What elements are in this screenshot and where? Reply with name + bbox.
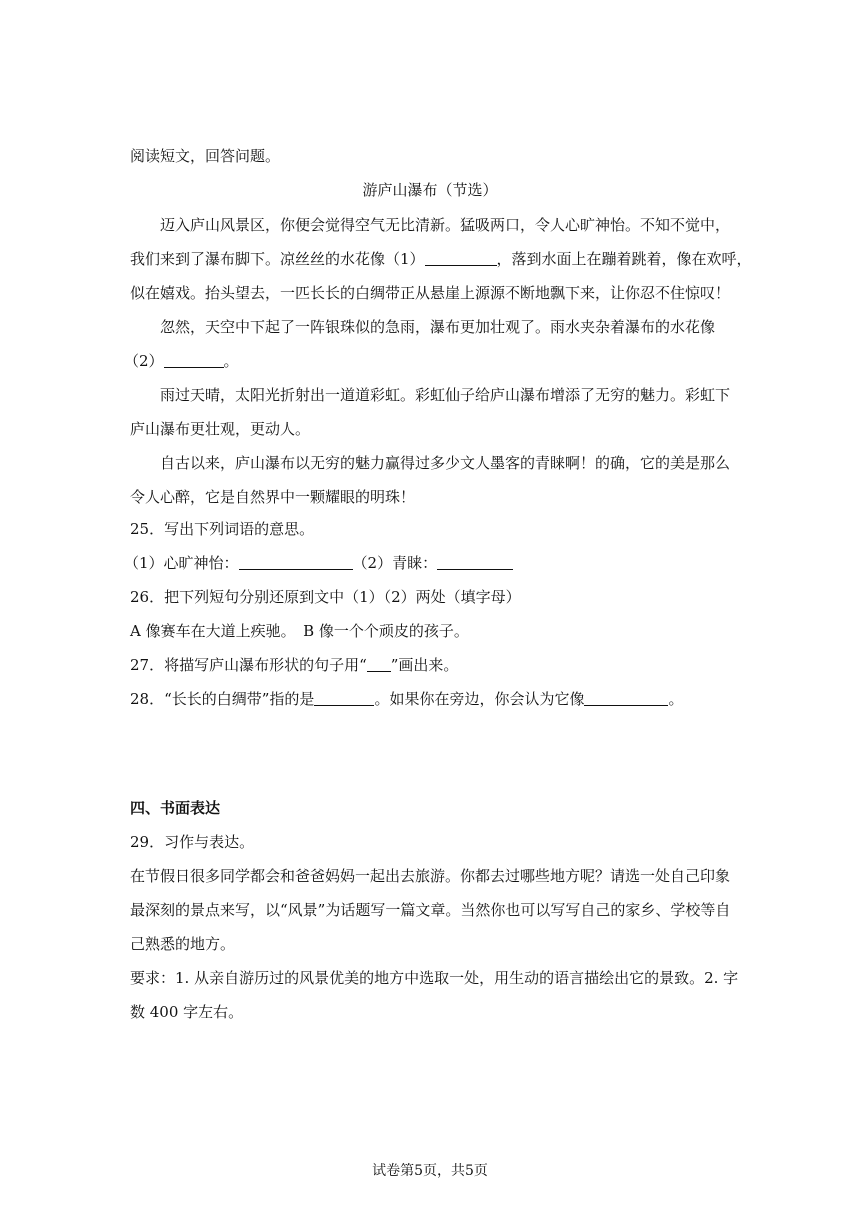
writing-prompt-line2: 最深刻的景点来写，以“风景”为话题写一篇文章。当然你也可以写写自己的家乡、学校等自 xyxy=(130,901,731,919)
instruction-text: 阅读短文，回答问题。 xyxy=(130,147,281,165)
question-29: 29．习作与表达。 xyxy=(130,833,255,851)
passage-p2-line2-start: （2） xyxy=(124,352,164,370)
section-4-heading: 四、书面表达 xyxy=(130,799,221,817)
q27-text-start: 27．将描写庐山瀑布形状的句子用“ xyxy=(130,656,367,674)
q28-blank-1[interactable] xyxy=(314,690,374,706)
passage-p3-line2: 庐山瀑布更壮观，更动人。 xyxy=(130,420,311,438)
writing-prompt-line3: 己熟悉的地方。 xyxy=(130,935,236,953)
q25-item1-label: （1）心旷神怡： xyxy=(124,554,239,572)
blank-1[interactable] xyxy=(425,250,497,266)
question-26: 26．把下列短句分别还原到文中（1）（2）两处（填字母） xyxy=(130,588,521,606)
q28-text-1: 28．“长长的白绸带”指的是 xyxy=(130,690,315,708)
q25-item2-label: （2）青睐： xyxy=(352,554,438,572)
passage-p4-line2: 令人心醉，它是自然界中一颗耀眼的明珠！ xyxy=(130,488,416,506)
q28-text-3: 。 xyxy=(668,690,684,708)
question-25: 25．写出下列词语的意思。 xyxy=(130,520,315,538)
question-25-items xyxy=(124,553,513,573)
passage-p2-line2-end: 。 xyxy=(223,352,239,370)
writing-requirement-line2: 数 400 字左右。 xyxy=(130,1003,244,1021)
passage-p1-line3: 似在嬉戏。抬头望去，一匹长长的白绸带正从悬崖上源源不断地飘下来，让你忍不住惊叹！ xyxy=(130,284,731,302)
passage-p1-line1: 迈入庐山风景区，你便会觉得空气无比清新。猛吸两口，令人心旷神怡。不知不觉中， xyxy=(160,216,731,234)
passage-p1-line2-end: ，落到水面上在蹦着跳着，像在欢呼， xyxy=(496,250,752,268)
passage-p2-line2 xyxy=(124,351,239,371)
writing-requirement-line1: 要求：1. 从亲自游历过的风景优美的地方中选取一处，用生动的语言描绘出它的景致。2. 字 xyxy=(130,969,739,987)
page-footer: 试卷第5页，共5页 xyxy=(372,1163,488,1179)
q25-blank-2[interactable] xyxy=(437,554,513,570)
passage-p3-line1: 雨过天晴，太阳光折射出一道道彩虹。彩虹仙子给庐山瀑布增添了无穷的魅力。彩虹下 xyxy=(160,386,731,404)
q27-text-end: ”画出来。 xyxy=(390,656,459,674)
question-28 xyxy=(130,689,683,709)
question-27 xyxy=(130,655,458,675)
blank-2[interactable] xyxy=(164,352,224,368)
q27-underline-sample xyxy=(367,656,391,672)
passage-p1-line2 xyxy=(130,249,752,269)
q28-text-2: 。如果你在旁边，你会认为它像 xyxy=(374,690,585,708)
passage-p2-line1: 忽然，天空中下起了一阵银珠似的急雨，瀑布更加壮观了。雨水夹杂着瀑布的水花像 xyxy=(160,318,716,336)
q28-blank-2[interactable] xyxy=(584,690,668,706)
passage-title: 游庐山瀑布（节选） xyxy=(362,181,498,199)
passage-p4-line1: 自古以来，庐山瀑布以无穷的魅力赢得过多少文人墨客的青睐啊！的确，它的美是那么 xyxy=(160,454,731,472)
question-26-options: A 像赛车在大道上疾驰。 B 像一个个顽皮的孩子。 xyxy=(130,622,469,640)
q25-blank-1[interactable] xyxy=(239,554,353,570)
writing-prompt-line1: 在节假日很多同学都会和爸爸妈妈一起出去旅游。你都去过哪些地方呢？请选一处自己印象 xyxy=(130,867,731,885)
passage-p1-line2-start: 我们来到了瀑布脚下。凉丝丝的水花像（1） xyxy=(130,250,425,268)
